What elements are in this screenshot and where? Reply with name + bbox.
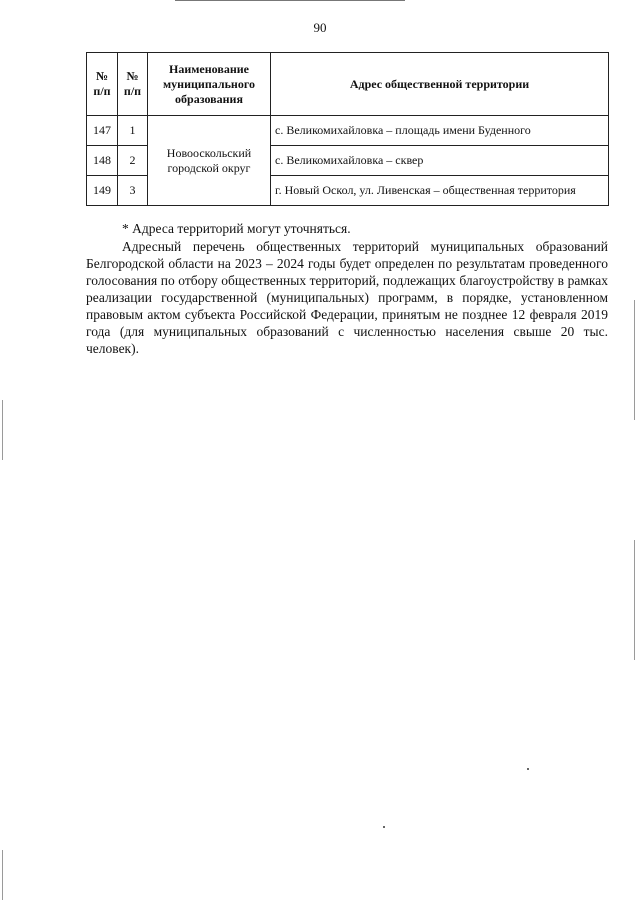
- footnote-text: * Адреса территорий могут уточняться.: [122, 221, 351, 236]
- cell-row-number: 147: [87, 116, 118, 146]
- column-header-address: Адрес общественной территории: [271, 53, 609, 116]
- cell-row-number: 149: [87, 176, 118, 206]
- cell-sub-number: 1: [118, 116, 148, 146]
- paragraph-text: Адресный перечень общественных территорий муниципальных образований Белгородской области на 2023 – 2024 годы будет определен по результатам проведенного голосования по отбору общественных территорий, подлежащих благоустройству в рамках реализации государственной (муниципальных) программ, в порядке, установленном правовым актом субъекта Российской Федерации, принятым не позднее 12 февраля 2019 года (для муниципальных образований с численностью населения свыше 20 тыс. человек).: [86, 239, 608, 356]
- page-number: 90: [313, 20, 327, 35]
- cell-address: с. Великомихайловка – площадь имени Буденного: [271, 116, 609, 146]
- cell-municipality: Новооскольский городской округ: [148, 116, 271, 206]
- footnote: [86, 220, 608, 237]
- cell-row-number: 148: [87, 146, 118, 176]
- scan-right-edge-mark: [634, 300, 635, 420]
- territory-table: [86, 52, 609, 206]
- table-header-row: [87, 53, 609, 116]
- column-header-row-number: № п/п: [87, 53, 118, 116]
- cell-sub-number: 3: [118, 176, 148, 206]
- body-paragraph: [86, 238, 608, 357]
- cell-address: г. Новый Оскол, ул. Ливенская – общественная территория: [271, 176, 609, 206]
- scan-speck: [527, 768, 529, 770]
- table-row: [87, 116, 609, 146]
- cell-address: с. Великомихайловка – сквер: [271, 146, 609, 176]
- column-header-sub-number: № п/п: [118, 53, 148, 116]
- scan-top-line: [175, 0, 405, 1]
- scan-right-edge-mark: [634, 540, 635, 660]
- cell-sub-number: 2: [118, 146, 148, 176]
- column-header-municipality: Наименование муниципального образования: [148, 53, 271, 116]
- scan-left-edge-mark: [2, 400, 3, 460]
- scan-speck: [383, 826, 385, 828]
- scan-left-edge-mark: [2, 850, 3, 900]
